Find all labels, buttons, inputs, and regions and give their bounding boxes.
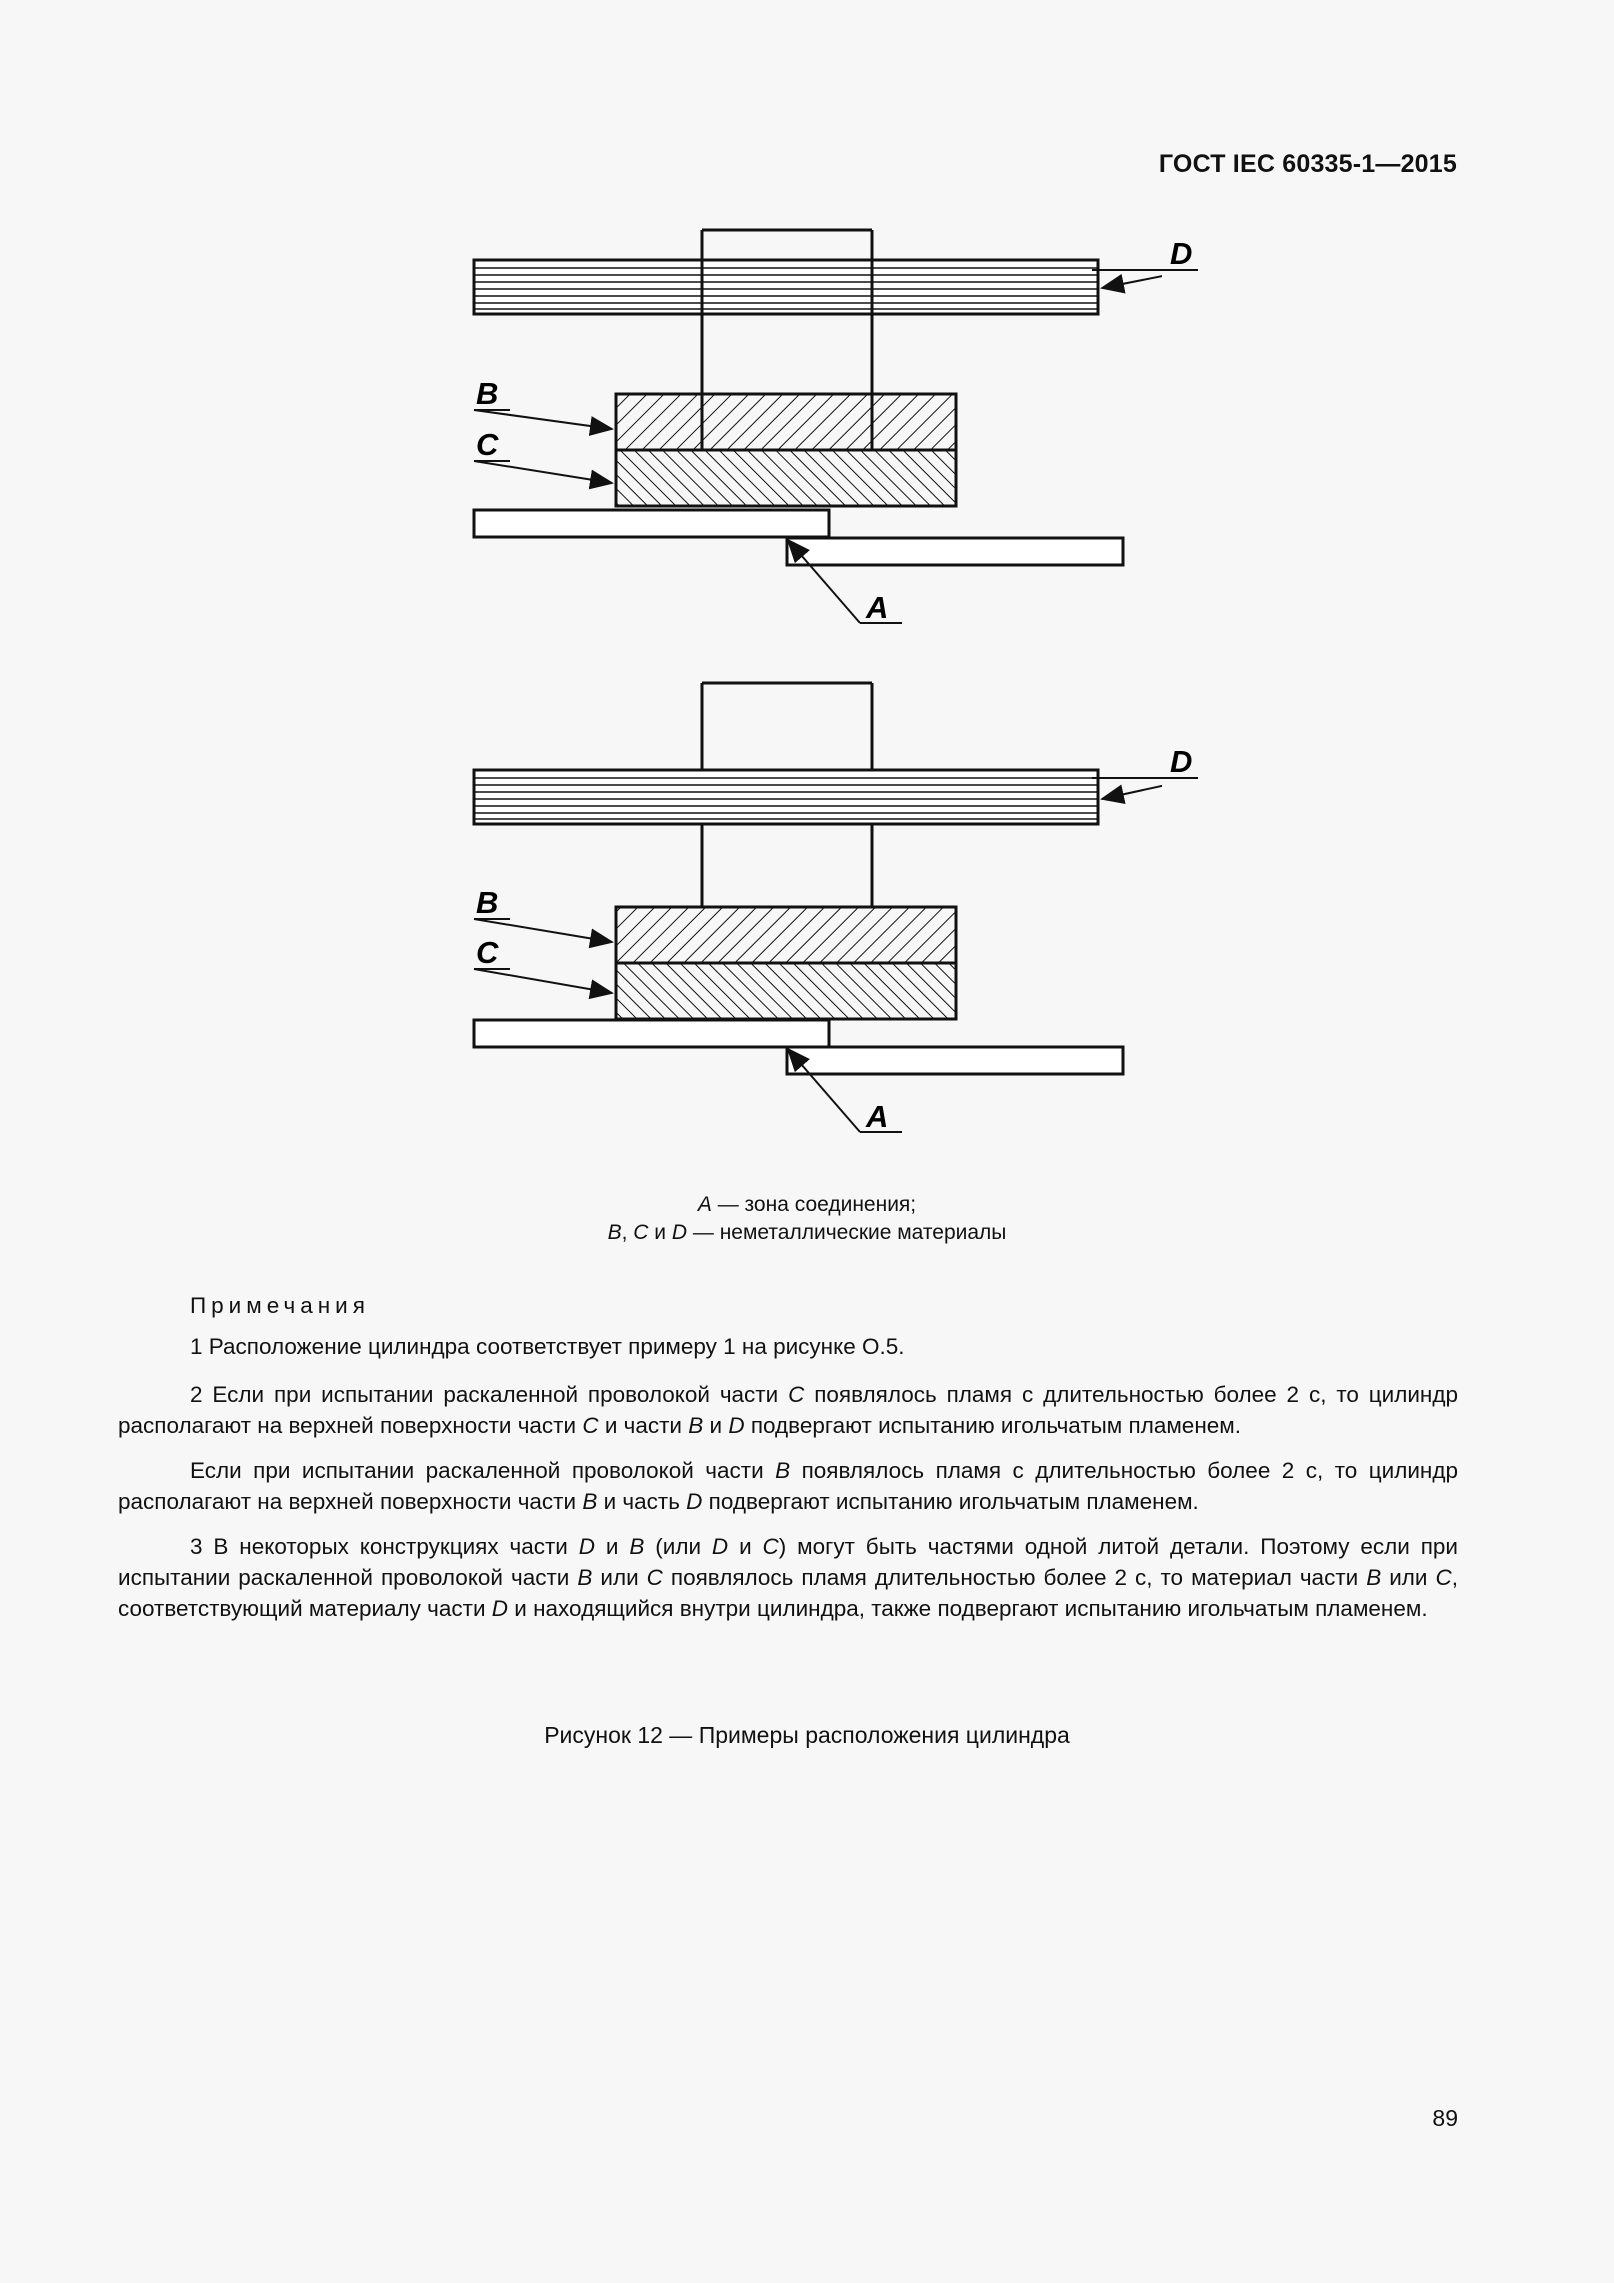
notes-title: Примечания: [190, 1293, 370, 1318]
note-2b: Если при испытании раскаленной проволокой части B появлялось пламя с длительностью более 2 с, то цилиндр располагают на верхней поверхности части B и часть D подвергают испытанию игольчатым пламенем.: [118, 1458, 1458, 1514]
legend-line-1: [0, 1191, 1614, 1219]
legend-and: и: [648, 1221, 672, 1244]
document-header: ГОСТ IEC 60335-1—2015: [1158, 150, 1457, 178]
legend-text-2: — неметаллические материалы: [687, 1221, 1007, 1244]
label-b: B: [476, 885, 499, 920]
legend-term-d: D: [671, 1221, 688, 1244]
material-b-block: [616, 394, 956, 450]
legend-text-1: — зона соединения;: [711, 1193, 917, 1216]
legend-term-b: B: [607, 1221, 622, 1244]
material-c-block: [616, 450, 956, 506]
legend-term-a: A: [697, 1193, 712, 1216]
label-a: A: [866, 590, 889, 625]
label-c: C: [476, 427, 499, 462]
figure-1-d-callout: [1090, 228, 1200, 288]
figure-legend: [0, 1191, 1614, 1247]
figure-2-d-callout: [1090, 736, 1200, 796]
legend-line-2: [0, 1219, 1614, 1247]
figure-example-1: [462, 222, 1162, 642]
label-b: B: [476, 376, 499, 411]
note-1-text: 1 Расположение цилиндра соответствует примеру 1 на рисунке О.5.: [190, 1334, 905, 1359]
label-c: C: [476, 935, 499, 970]
material-d-plate: [474, 770, 1098, 824]
label-d: D: [1170, 744, 1193, 779]
legend-term-c: C: [633, 1221, 649, 1244]
material-d-plate: [474, 260, 1098, 314]
joint-base: [474, 510, 1123, 565]
note-2: 2 Если при испытании раскаленной проволокой части C появлялось пламя с длительностью более 2 с, то цилиндр располагают на верхней поверхности части C и части B и D подвергают испытанию игольчатым пламенем.: [118, 1382, 1459, 1438]
legend-sep: ,: [621, 1221, 634, 1244]
note-3: 3 В некоторых конструкциях части D и B (или D и C) могут быть частями одной литой детали. Поэтому если при испытании раскаленной проволокой части B или C появлялось пламя длительностью более 2 с, то материал части B или C, соответствующий материалу части D и находящийся внутри цилиндра, также подвергают испытанию игольчатым пламенем.: [118, 1534, 1458, 1621]
note-1: [118, 1331, 1458, 1362]
label-a: A: [866, 1099, 889, 1134]
joint-base: [474, 1020, 1123, 1074]
material-b-block: [616, 907, 956, 963]
page-number: 89: [1432, 2105, 1458, 2131]
label-d: D: [1170, 236, 1193, 271]
figure-example-2: [462, 675, 1162, 1155]
material-c-block: [616, 963, 956, 1019]
figure-caption: Рисунок 12 — Примеры расположения цилиндра: [544, 1722, 1070, 1748]
